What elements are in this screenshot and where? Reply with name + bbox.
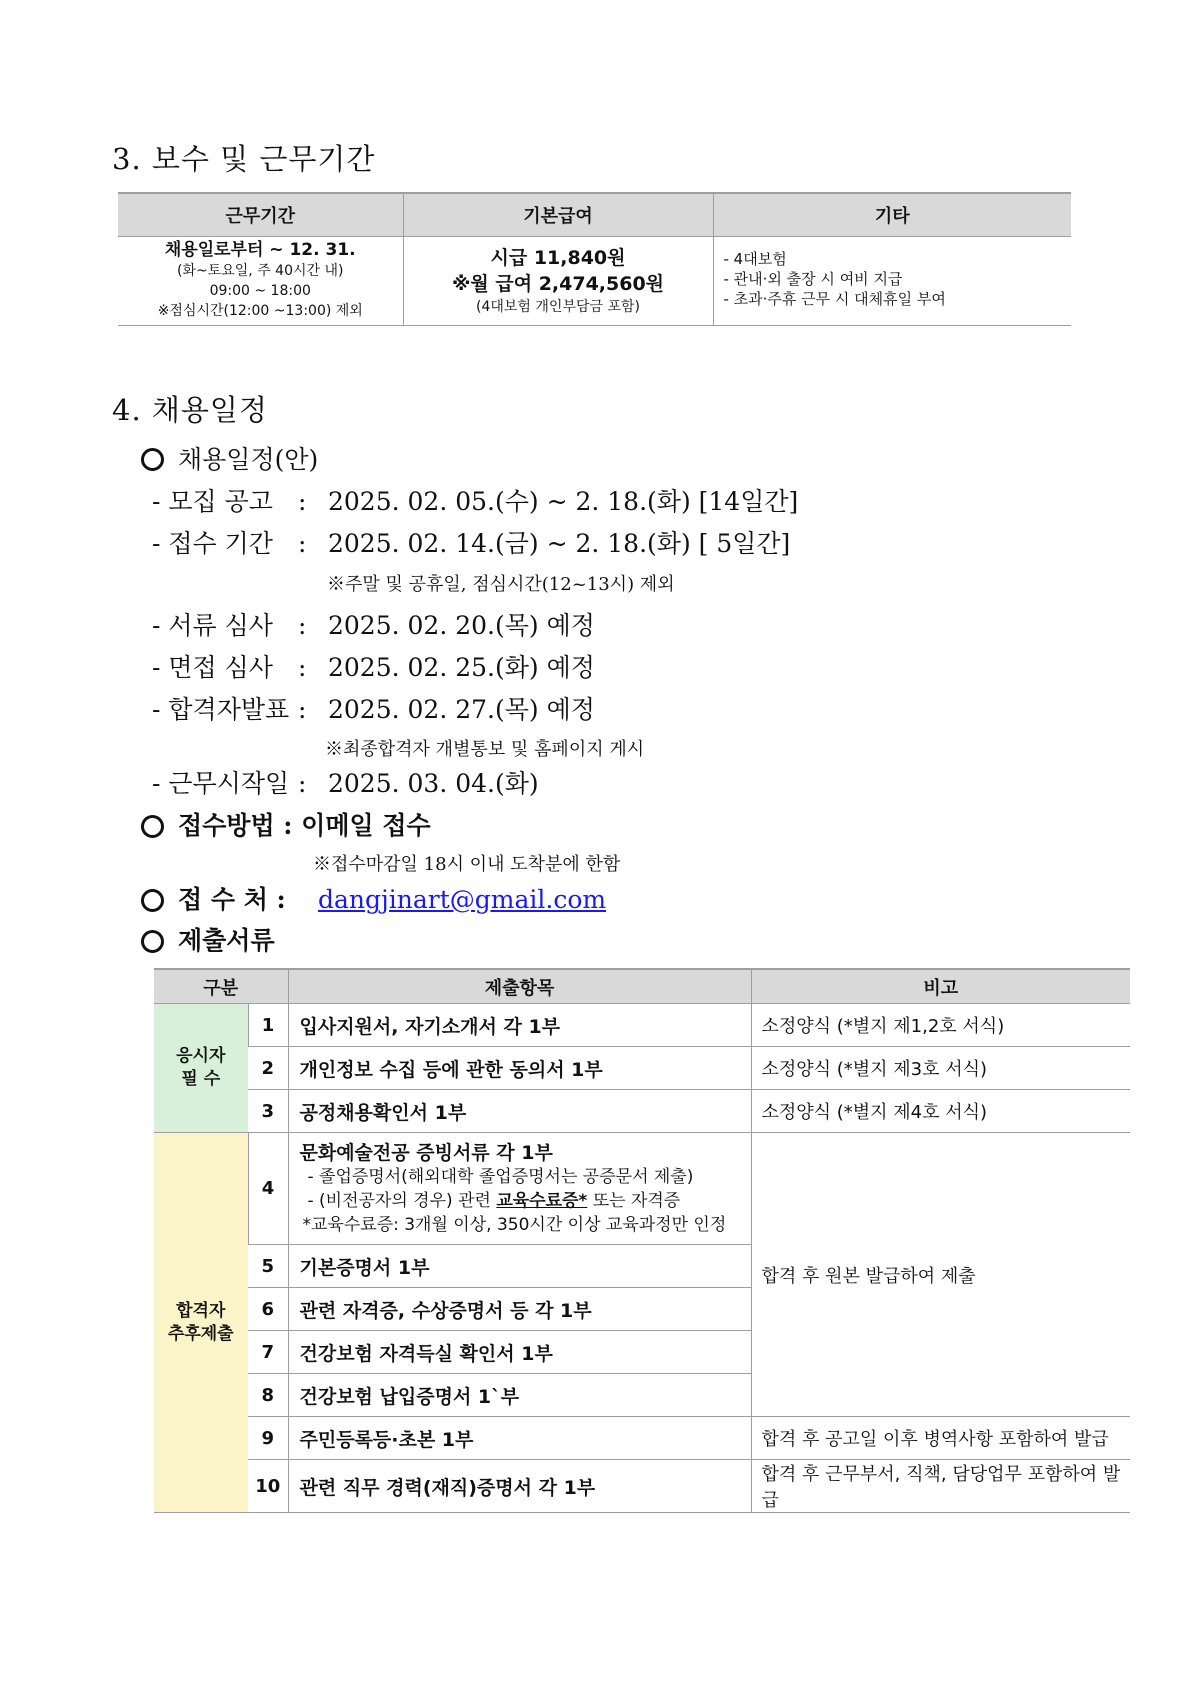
schedule-sep: :: [298, 487, 307, 516]
row-number: 1: [248, 1004, 288, 1047]
row-number: 4: [248, 1133, 288, 1245]
row-item: 건강보험 납입증명서 1`부: [288, 1374, 751, 1417]
etc-insurance: - 4대보험: [723, 250, 787, 268]
table-row: [154, 1460, 1130, 1513]
schedule-sep: :: [298, 611, 307, 640]
row-item: 개인정보 수집 등에 관한 동의서 1부: [288, 1047, 751, 1090]
docs-header-item: 제출항목: [288, 969, 751, 1004]
item4-sub-diploma: - 졸업증명서(해외대학 졸업증명서는 공증문서 제출): [307, 1166, 694, 1187]
salary-hourly: 시급 11,840원: [490, 247, 626, 269]
docs-table: [154, 968, 1130, 1513]
row-item: 입사지원서, 자기소개서 각 1부: [288, 1004, 751, 1047]
row-number: 9: [248, 1417, 288, 1460]
schedule-label: - 면접 심사: [152, 653, 273, 682]
schedule-row: [152, 606, 595, 642]
row-item: 관련 자격증, 수상증명서 등 각 1부: [288, 1288, 751, 1331]
bullet-circle-icon: [141, 448, 164, 471]
schedule-sep: :: [298, 529, 307, 558]
row-remark: 소정양식 (*별지 제1,2호 서식): [751, 1004, 1130, 1047]
pay-etc-cell: [713, 237, 1071, 326]
schedule-row: [152, 524, 790, 560]
row-remark: 합격 후 공고일 이후 병역사항 포함하여 발급: [751, 1417, 1130, 1460]
schedule-label: - 서류 심사: [152, 611, 273, 640]
schedule-value: 2025. 02. 25.(화) 예정: [328, 653, 595, 682]
schedule-value: 2025. 03. 04.(화): [328, 769, 539, 798]
docs-header-category: 구분: [154, 969, 288, 1004]
item4-sub-certificate: [300, 1189, 751, 1213]
docs-header-remark: 비고: [751, 969, 1130, 1004]
salary-monthly: ※월 급여 2,474,560원: [451, 273, 665, 295]
table-row: [154, 1133, 1130, 1245]
method-heading: 접수방법 : 이메일 접수: [178, 811, 431, 840]
row-number: 3: [248, 1090, 288, 1133]
schedule-label: - 모집 공고: [152, 487, 273, 516]
item4-sub-text: 또는 자격증: [587, 1190, 681, 1211]
recipient-label: 접 수 처 :: [178, 885, 286, 914]
row-item: 공정채용확인서 1부: [288, 1090, 751, 1133]
bullet-circle-icon: [141, 815, 164, 838]
row-remark: 소정양식 (*별지 제3호 서식): [751, 1047, 1130, 1090]
schedule-note: ※최종합격자 개별통보 및 홈페이지 게시: [325, 739, 645, 760]
section4-title: 4. 채용일정: [112, 393, 268, 427]
pay-salary-cell: [403, 237, 713, 326]
item4-title: 문화예술전공 증빙서류 각 1부: [299, 1141, 553, 1164]
row-number: 6: [248, 1288, 288, 1331]
schedule-value: 2025. 02. 05.(수) ~ 2. 18.(화) [14일간]: [328, 487, 799, 516]
group-required: 응시자 필 수: [154, 1004, 248, 1133]
section3-title: 3. 보수 및 근무기간: [112, 142, 376, 176]
schedule-heading: 채용일정(안): [178, 445, 319, 474]
row-item: 건강보험 자격득실 확인서 1부: [288, 1331, 751, 1374]
row-remark: 합격 후 원본 발급하여 제출: [751, 1133, 1130, 1417]
pay-period-cell: [118, 237, 403, 326]
row-number: 8: [248, 1374, 288, 1417]
schedule-value: 2025. 02. 20.(목) 예정: [328, 611, 595, 640]
row-remark: 소정양식 (*별지 제4호 서식): [751, 1090, 1130, 1133]
schedule-label: - 접수 기간: [152, 529, 273, 558]
period-hours: 09:00 ~ 18:00: [209, 283, 311, 299]
pay-header-salary: 기본급여: [403, 193, 713, 237]
schedule-row: [152, 648, 595, 684]
schedule-value: 2025. 02. 14.(금) ~ 2. 18.(화) [ 5일간]: [328, 529, 791, 558]
row-number: 5: [248, 1245, 288, 1288]
bullet-circle-icon: [141, 889, 164, 912]
schedule-sep: :: [298, 653, 307, 682]
schedule-label: - 합격자발표: [152, 695, 290, 724]
docs-heading: 제출서류: [178, 926, 275, 955]
period-lunch: ※점심시간(12:00 ~13:00) 제외: [157, 303, 363, 319]
item4-sub-text: - (비전공자의 경우) 관련: [307, 1190, 497, 1211]
group-after-pass: 합격자 추후제출: [154, 1133, 248, 1513]
table-row: [154, 1417, 1130, 1460]
recipient-email-link[interactable]: dangjinart@gmail.com: [318, 885, 607, 914]
period-days: (화~토요일, 주 40시간 내): [177, 263, 344, 279]
row-item: 관련 직무 경력(재직)증명서 각 1부: [288, 1460, 751, 1513]
row-number: 7: [248, 1331, 288, 1374]
etc-travel: - 관내·외 출장 시 여비 지급: [723, 270, 903, 288]
row-item: [288, 1133, 751, 1245]
pay-header-period: 근무기간: [118, 193, 403, 237]
table-row: [154, 1004, 1130, 1047]
etc-holiday: - 초과·주휴 근무 시 대체휴일 부여: [723, 290, 946, 308]
item4-sub-note: *교육수료증: 3개월 이상, 350시간 이상 교육과정만 인정: [302, 1214, 727, 1235]
schedule-label: - 근무시작일: [152, 769, 290, 798]
schedule-row: [152, 690, 595, 726]
schedule-value: 2025. 02. 27.(목) 예정: [328, 695, 595, 724]
method-note: ※접수마감일 18시 이내 도착분에 한함: [313, 854, 621, 875]
schedule-note: ※주말 및 공휴일, 점심시간(12~13시) 제외: [327, 574, 675, 595]
schedule-sep: :: [298, 769, 307, 798]
row-number: 10: [248, 1460, 288, 1513]
pay-header-etc: 기타: [713, 193, 1071, 237]
bullet-circle-icon: [141, 930, 164, 953]
row-item: 주민등록등·초본 1부: [288, 1417, 751, 1460]
item4-sub-emph: 교육수료증*: [496, 1190, 588, 1211]
row-item: 기본증명서 1부: [288, 1245, 751, 1288]
pay-table: [118, 192, 1071, 326]
row-remark: 합격 후 근무부서, 직책, 담당업무 포함하여 발급: [751, 1460, 1130, 1513]
recipient-row: [178, 880, 606, 916]
table-row: [154, 1090, 1130, 1133]
schedule-row: [152, 482, 798, 518]
schedule-row: [152, 764, 539, 800]
schedule-sep: :: [298, 695, 307, 724]
period-main: 채용일로부터 ~ 12. 31.: [164, 240, 356, 260]
salary-note: (4대보험 개인부담금 포함): [476, 299, 640, 315]
row-number: 2: [248, 1047, 288, 1090]
table-row: [154, 1047, 1130, 1090]
